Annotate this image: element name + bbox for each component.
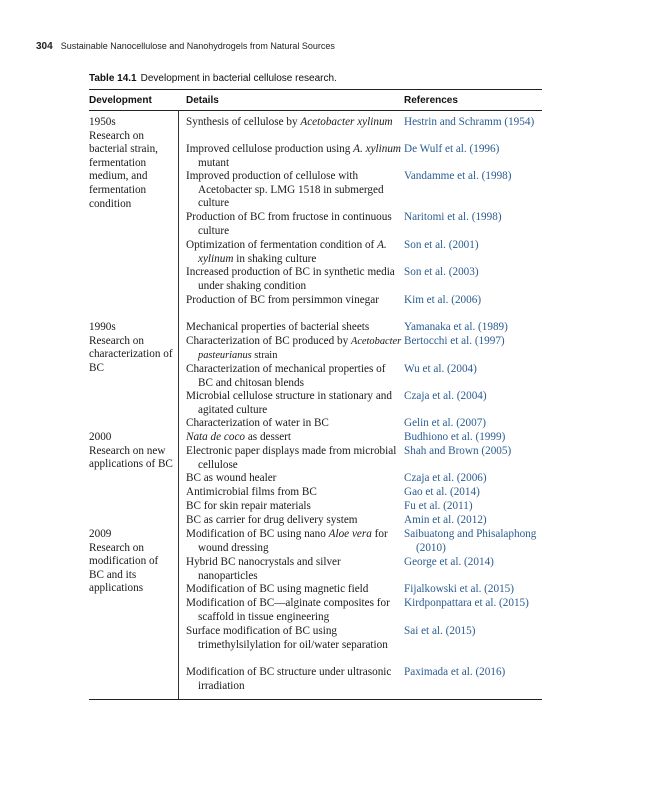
- detail-text: Modification of BC using nano: [186, 528, 329, 540]
- table-row-detail: [186, 500, 402, 514]
- detail-text-end: as dessert: [245, 431, 292, 443]
- table-row-detail: [186, 431, 402, 445]
- detail-text: Characterization of water in BC: [186, 417, 329, 429]
- column-header-references: References: [404, 95, 458, 106]
- group-1950s: [89, 116, 175, 211]
- reference-link[interactable]: Czaja et al. (2004): [404, 390, 487, 402]
- detail-text: BC for skin repair materials: [186, 500, 311, 512]
- table-row-detail: [186, 266, 402, 293]
- table-row-detail: [186, 625, 402, 652]
- group-year: 1950s: [89, 116, 116, 128]
- detail-text: Characterization of mechanical properties of BC and chitosan blends: [186, 363, 386, 389]
- group-year: 1990s: [89, 321, 116, 333]
- detail-text: Hybrid BC nanocrystals and silver nanoparticles: [186, 556, 341, 582]
- table-row-detail: [186, 583, 402, 597]
- reference-link[interactable]: Fijalkowski et al. (2015): [404, 583, 514, 595]
- reference-link[interactable]: De Wulf et al. (1996): [404, 143, 500, 155]
- reference-link[interactable]: Son et al. (2001): [404, 239, 479, 251]
- reference-link[interactable]: Fu et al. (2011): [404, 500, 473, 512]
- group-label: Research on bacterial strain, fermentation medium, and fermentation condition: [89, 129, 158, 210]
- detail-text: Surface modification of BC using trimethylsilylation for oil/water separation: [186, 625, 388, 651]
- reference-link[interactable]: Gao et al. (2014): [404, 486, 480, 498]
- detail-text: Production of BC from fructose in continuous culture: [186, 211, 392, 237]
- table-row-detail: [186, 321, 402, 335]
- detail-text: Characterization of BC produced by: [186, 335, 351, 347]
- detail-text: BC as wound healer: [186, 472, 277, 484]
- group-label: Research on modification of BC and its applications: [89, 541, 159, 595]
- detail-text: Production of BC from persimmon vinegar: [186, 294, 379, 306]
- table-row-detail: [186, 528, 402, 555]
- table-row-detail: [186, 417, 402, 431]
- group-year: 2009: [89, 528, 112, 540]
- detail-italic: A. xylinum: [198, 239, 387, 265]
- book-title: Sustainable Nanocellulose and Nanohydrogels from Natural Sources: [60, 41, 335, 51]
- reference-link[interactable]: Shah and Brown (2005): [404, 445, 512, 457]
- table-row-detail: [186, 472, 402, 486]
- detail-text-end: strain: [251, 349, 278, 361]
- table-caption: [89, 73, 337, 84]
- detail-text: Synthesis of cellulose by: [186, 116, 301, 128]
- detail-text: BC as carrier for drug delivery system: [186, 514, 358, 526]
- reference-link[interactable]: Bertocchi et al. (1997): [404, 335, 505, 347]
- group-1990s: [89, 321, 175, 375]
- reference-link[interactable]: Yamanaka et al. (1989): [404, 321, 508, 333]
- detail-text-end: for wound dressing: [198, 528, 388, 554]
- reference-link[interactable]: Son et al. (2003): [404, 266, 479, 278]
- group-2000: [89, 431, 175, 472]
- column-divider: [178, 110, 179, 699]
- reference-link[interactable]: Wu et al. (2004): [404, 363, 477, 375]
- column-header-details: Details: [186, 95, 219, 106]
- table-label: Table 14.1: [89, 73, 137, 84]
- table-row-detail: [186, 597, 402, 624]
- detail-italic: Nata de coco: [186, 431, 246, 443]
- detail-text: Mechanical properties of bacterial sheets: [186, 321, 370, 333]
- reference-link[interactable]: Vandamme et al. (1998): [404, 170, 512, 182]
- reference-link[interactable]: Amin et al. (2012): [404, 514, 487, 526]
- reference-link[interactable]: Czaja et al. (2006): [404, 472, 487, 484]
- detail-text: Modification of BC using magnetic field: [186, 583, 369, 595]
- table-row-detail: [186, 143, 402, 170]
- table-row-detail: [186, 486, 402, 500]
- reference-link[interactable]: George et al. (2014): [404, 556, 494, 568]
- table-row-detail: [186, 556, 402, 583]
- table-row-detail: [186, 445, 402, 472]
- table-row-detail: [186, 514, 402, 528]
- detail-text: Antimicrobial films from BC: [186, 486, 317, 498]
- detail-italic: Acetobacter pasteurianus: [198, 336, 402, 361]
- table-row-detail: [186, 390, 402, 417]
- table-row-detail: [186, 116, 402, 130]
- reference-link[interactable]: Kirdponpattara et al. (2015): [404, 597, 529, 609]
- detail-text: Improved production of cellulose with Acetobacter sp. LMG 1518 in submerged culture: [186, 170, 384, 210]
- table-row-detail: [186, 335, 402, 362]
- table-row-detail: [186, 363, 402, 390]
- detail-text: Optimization of fermentation condition of: [186, 239, 378, 251]
- group-year: 2000: [89, 431, 112, 443]
- detail-text-end: mutant: [198, 156, 230, 169]
- table-row-detail: [186, 211, 402, 238]
- detail-text: Microbial cellulose structure in stationary and agitated culture: [186, 390, 392, 416]
- table-top-rule: [89, 89, 542, 90]
- detail-text: Electronic paper displays made from microbial cellulose: [186, 445, 397, 471]
- group-2009: [89, 528, 175, 596]
- reference-link[interactable]: Gelin et al. (2007): [404, 417, 487, 429]
- detail-italic: Acetobacter xylinum: [300, 116, 393, 128]
- table-row-detail: [186, 666, 402, 693]
- detail-text: Modification of BC structure under ultrasonic irradiation: [186, 666, 392, 692]
- reference-link[interactable]: Sai et al. (2015): [404, 625, 476, 637]
- page-number: 304: [36, 41, 53, 52]
- running-header: [36, 41, 335, 52]
- group-label: Research on characterization of BC: [89, 334, 173, 374]
- table-title: Development in bacterial cellulose research.: [140, 73, 337, 84]
- column-header-development: Development: [89, 95, 152, 106]
- reference-link[interactable]: Hestrin and Schramm (1954): [404, 116, 535, 128]
- detail-text-end: in shaking culture: [233, 252, 317, 265]
- table-row-detail: [186, 294, 402, 308]
- reference-link[interactable]: Budhiono et al. (1999): [404, 431, 506, 443]
- detail-italic: A. xylinum: [353, 143, 402, 155]
- table-bottom-rule: [89, 699, 542, 700]
- detail-italic: Aloe vera: [328, 528, 372, 540]
- reference-link[interactable]: Saibuatong and Phisalaphong (2010): [404, 528, 537, 554]
- table-row-detail: [186, 239, 402, 266]
- detail-text: Improved cellulose production using: [186, 143, 354, 155]
- group-label: Research on new applications of BC: [89, 444, 173, 471]
- table-row-detail: [186, 170, 402, 211]
- reference-link[interactable]: Paximada et al. (2016): [404, 666, 506, 678]
- detail-text: Increased production of BC in synthetic media under shaking condition: [186, 266, 395, 292]
- detail-text: Modification of BC—alginate composites for scaffold in tissue engineering: [186, 597, 390, 623]
- reference-link[interactable]: Naritomi et al. (1998): [404, 211, 502, 223]
- table-header-rule: [89, 110, 542, 111]
- reference-link[interactable]: Kim et al. (2006): [404, 294, 482, 306]
